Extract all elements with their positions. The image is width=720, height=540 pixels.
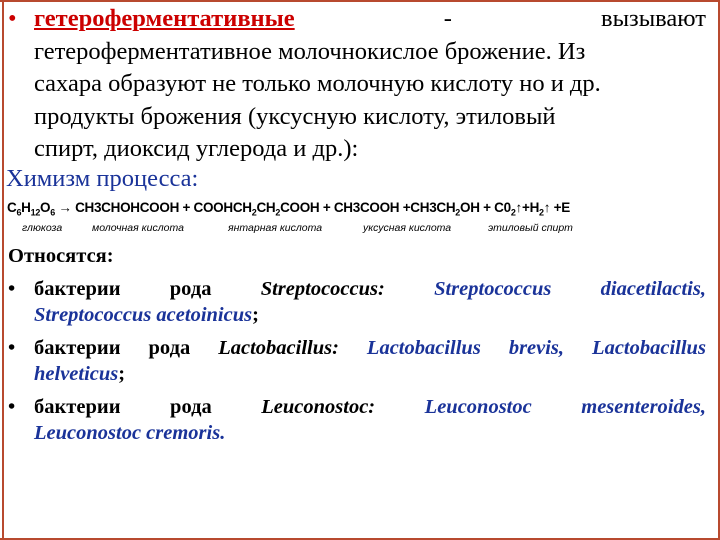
eq-subscript: 2 [455, 207, 461, 218]
list-item [8, 277, 708, 328]
bullet-icon: • [8, 278, 16, 300]
bullet-icon: • [8, 396, 16, 418]
eq-subscript: 2 [275, 207, 281, 218]
definition-text: гетероферментативное молочнокислое брожение. Из [34, 37, 586, 65]
section-heading: Относятся: [8, 245, 114, 267]
eq-products: COOH + CH3COOH +CH3CH [280, 200, 456, 215]
eq-products: CH3CHOHCOOH + COOHCH [75, 200, 252, 215]
chemistry-heading: Химизм процесса: [6, 165, 199, 192]
gas-up-arrow-icon: ↑ [515, 200, 522, 215]
slide-border-top [0, 0, 720, 2]
eq-subscript: 2 [251, 207, 257, 218]
species-name: Streptococcus [434, 278, 552, 300]
label-acetic-acid: уксусная кислота [363, 222, 452, 234]
genus-name: Lactobacillus: [218, 337, 339, 359]
label-ethanol: этиловый спирт [488, 222, 573, 234]
species-name: diacetilactis, [600, 278, 706, 300]
bullet-icon: • [8, 5, 17, 32]
item-text: бактерии [34, 396, 121, 418]
item-text: бактерии [34, 337, 121, 359]
slide-border-left [2, 0, 4, 540]
bullet-icon: • [8, 337, 16, 359]
species-name: helveticus [34, 362, 119, 385]
species-name: Leuconostoc [424, 396, 532, 418]
eq-subscript: 6 [50, 207, 55, 218]
item-text: ; [252, 303, 259, 326]
label-glucose: глюкоза [22, 222, 63, 234]
species-name: Lactobacillus [366, 337, 481, 359]
item-text: ; [118, 362, 126, 385]
definition-line-2 [8, 36, 708, 69]
definition-text: продукты брожения (уксусную кислоту, этиловый [34, 102, 556, 130]
fermentation-equation [7, 200, 570, 218]
species-name: Streptococcus acetoinicus [34, 303, 253, 326]
definition-text: вызывают [601, 5, 706, 32]
eq-subscript: 2 [539, 207, 544, 218]
species-name: Lactobacillus [592, 337, 706, 359]
item-text: рода [169, 278, 212, 300]
definition-text: сахара образуют не только молочную кислоту но и др. [34, 70, 601, 97]
genus-name: Streptococcus: [260, 278, 385, 300]
definition-paragraph [8, 3, 708, 166]
eq-products: CH [256, 200, 276, 215]
definition-line-5 [8, 133, 708, 166]
definition-line-4 [8, 101, 708, 134]
eq-products: +H [521, 200, 540, 215]
item-text: рода [148, 337, 191, 359]
definition-text: спирт, диоксид углерода и др.): [34, 135, 359, 162]
bacteria-list [8, 277, 708, 454]
list-item [8, 395, 708, 446]
gas-up-arrow-icon: ↑ [543, 200, 551, 215]
eq-products: OH + C0 [460, 200, 511, 215]
eq-subscript: 2 [510, 207, 516, 218]
eq-symbol: C [7, 200, 17, 215]
item-text: рода [170, 396, 212, 418]
term-heterofermentative: гетероферментативные [34, 5, 295, 32]
eq-symbol: O [40, 200, 51, 215]
item-text: бактерии [34, 278, 121, 300]
label-lactic-acid: молочная кислота [92, 222, 184, 234]
reaction-arrow-icon: → [58, 200, 72, 215]
species-name: mesenteroides, [581, 396, 706, 418]
definition-line-1 [8, 3, 708, 36]
eq-subscript: 6 [16, 207, 22, 218]
eq-symbol: H [21, 200, 31, 215]
eq-subscript: 12 [30, 207, 41, 218]
species-name: Leuconostoc cremoris. [34, 421, 226, 444]
definition-line-3 [8, 68, 708, 101]
eq-energy: +E [550, 200, 570, 215]
species-name: brevis, [508, 337, 565, 359]
genus-name: Leuconostoc: [261, 396, 376, 418]
list-item [8, 336, 708, 387]
dash: - [443, 5, 452, 32]
label-succinic-acid: янтарная кислота [228, 222, 323, 234]
